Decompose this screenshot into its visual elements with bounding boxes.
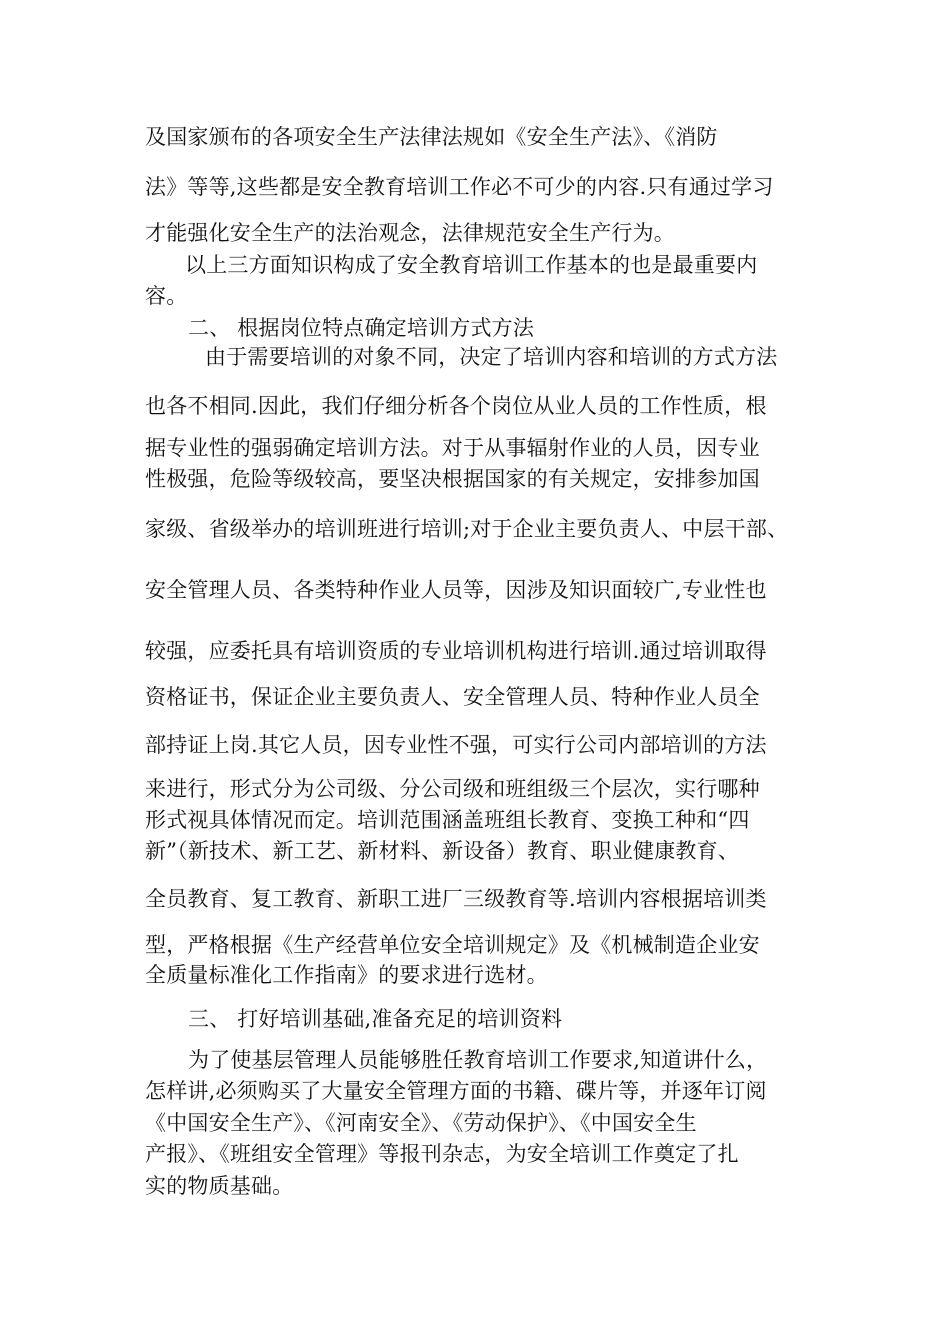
body-line: 型，严格根据《生产经营单位安全培训规定》及《机械制造企业安	[145, 933, 760, 957]
body-line: 以上三方面知识构成了安全教育培训工作基本的也是最重要内	[185, 253, 758, 277]
body-line: 全员教育、复工教育、新职工进厂三级教育等.培训内容根据培训类	[145, 887, 767, 911]
body-line: 才能强化安全生产的法治观念，法律规范安全生产行为。	[145, 221, 675, 245]
body-line: 性极强，危险等级较高，要坚决根据国家的有关规定，安排参加国	[145, 467, 760, 491]
body-line: 也各不相同.因此，我们仔细分析各个岗位从业人员的工作性质，根	[145, 394, 767, 418]
body-line: 安全管理人员、各类特种作业人员等，因涉及知识面较广,专业性也	[145, 578, 767, 602]
body-line: 怎样讲,必须购买了大量安全管理方面的书籍、碟片等，并逐年订阅	[145, 1079, 767, 1103]
body-line: 产报》、《班组安全管理》等报刊杂志，为安全培训工作奠定了扎	[145, 1142, 739, 1166]
body-line: 新”（新技术、新工艺、新材料、新设备）教育、职业健康教育、	[145, 839, 740, 863]
body-line: 容。	[145, 284, 188, 308]
body-line: 为了使基层管理人员能够胜任教育培训工作要求,知道讲什么，	[188, 1048, 768, 1072]
section-heading: 三、 打好培训基础,准备充足的培训资料	[188, 1007, 563, 1031]
body-line: 家级、省级举办的培训班进行培训;对于企业主要负责人、中层干部、	[145, 517, 789, 541]
body-line: 部持证上岗.其它人员，因专业性不强，可实行公司内部培训的方法	[145, 733, 767, 757]
body-line: 来进行，形式分为公司级、分公司级和班组级三个层次，实行哪种	[145, 777, 760, 801]
body-line: 资格证书，保证企业主要负责人、安全管理人员、特种作业人员全	[145, 685, 760, 709]
body-line: 《中国安全生产》、《河南安全》、《劳动保护》、《中国安全生	[145, 1111, 697, 1135]
body-line: 由于需要培训的对象不同，决定了培训内容和培训的方式方法	[205, 345, 778, 369]
body-line: 及国家颁布的各项安全生产法律法规如《安全生产法》、《消防	[145, 125, 718, 149]
body-line: 形式视具体情况而定。培训范围涵盖班组长教育、变换工种和“四	[145, 808, 750, 832]
body-line: 全质量标准化工作指南》的要求进行选材。	[145, 963, 548, 987]
body-line: 法》等等,这些都是安全教育培训工作必不可少的内容.只有通过学习	[145, 175, 774, 199]
section-heading: 二、 根据岗位特点确定培训方式方法	[188, 316, 535, 340]
body-line: 较强，应委托具有培训资质的专业培训机构进行培训.通过培训取得	[145, 639, 767, 663]
body-line: 据专业性的强弱确定培训方法。对于从事辐射作业的人员，因专业	[145, 436, 760, 460]
body-line: 实的物质基础。	[145, 1174, 294, 1198]
